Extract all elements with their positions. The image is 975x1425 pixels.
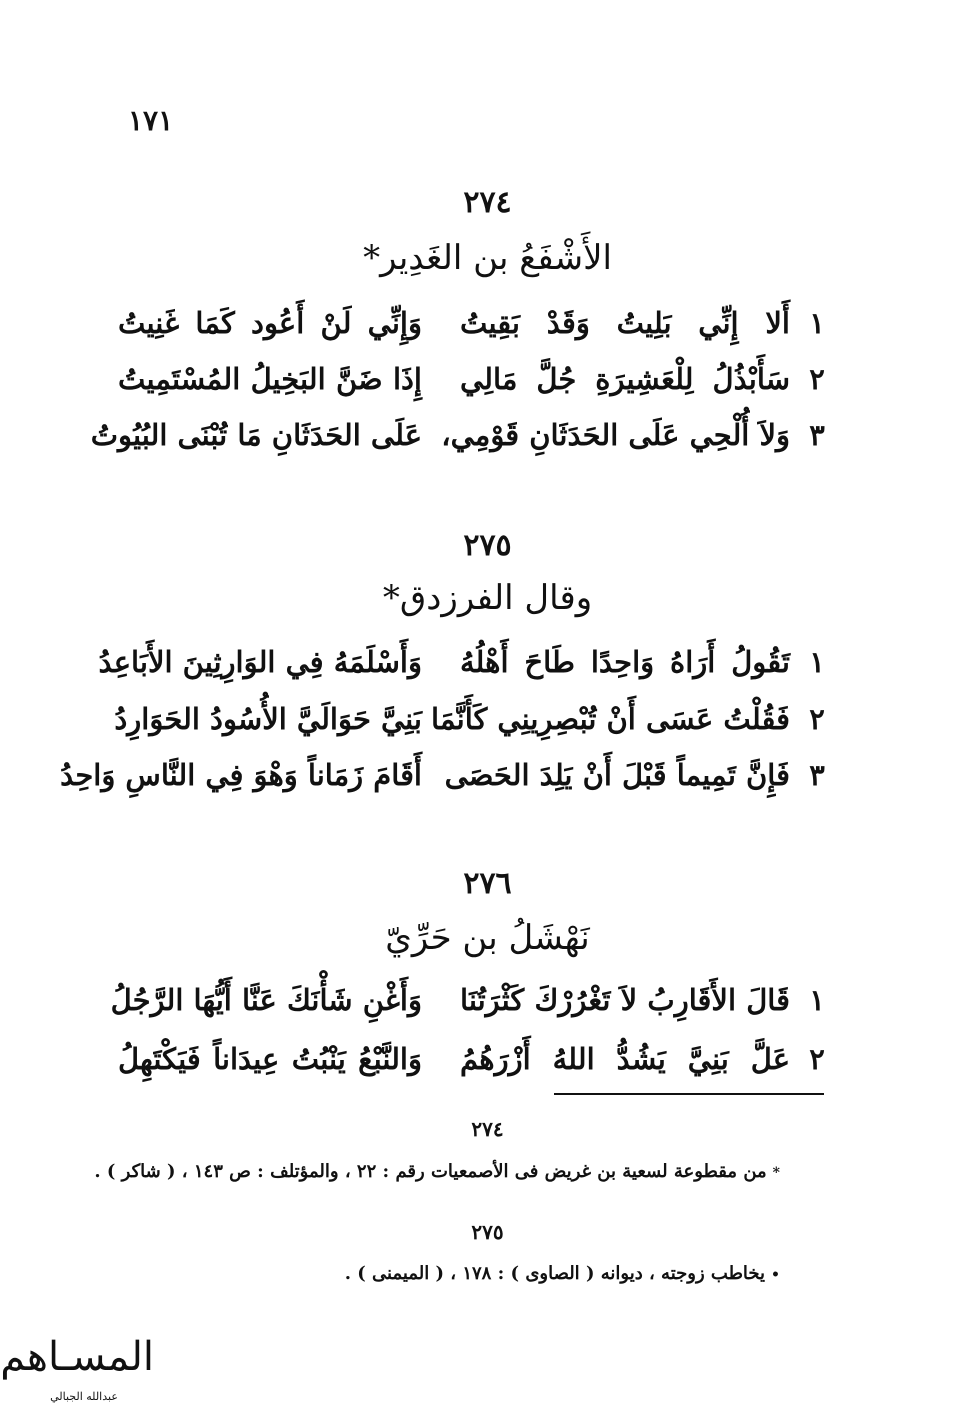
verse-number: ٢	[809, 362, 825, 396]
footnote-marker: •	[771, 1267, 780, 1283]
verse-second-hemistich: وَالنَّبْعُ يَنْبُتُ عِيدَاناً فَيَكْتَهِلُ	[118, 1042, 422, 1076]
verse	[90, 418, 830, 468]
poem-title: الأَشْفَعُ بن الغَدِير*	[363, 238, 612, 278]
poem-title: نَهْشَلُ بن حَرِّيّ	[385, 918, 590, 958]
verse	[118, 1042, 830, 1092]
verse-second-hemistich: أَقَامَ زَمَاناً وَهْوَ فِي النَّاسِ وَاحِدُ	[60, 758, 422, 792]
verse-second-hemistich: وَإِنِّي لَنْ أَعُود كَمَا غَنِيتُ	[118, 306, 422, 340]
footnote-marker: *	[772, 1165, 780, 1181]
verse-first-hemistich: قَالَ الأَقَارِبُ لاَ تَغْرُرْكَ كَثْرَتُنَا	[460, 983, 790, 1017]
verse	[60, 758, 830, 808]
verse-second-hemistich: عَلَى الحَدَثَانِ مَا تُبْنَى البُيُوتُ	[90, 418, 422, 452]
verse-number: ٣	[809, 418, 825, 452]
footnote	[120, 1263, 780, 1284]
verse-second-hemistich: وَأَسْلَمَهُ فِي الوَارِثِينَ الأَبَاعِدُ	[98, 645, 422, 679]
watermark-text: المسـاهم	[0, 1334, 154, 1380]
poem-number: ٢٧٤	[463, 185, 512, 220]
verse-second-hemistich: إِذَا ضَنَّ البَخِيلُ المُسْتَمِيتُ	[118, 362, 422, 396]
verse-number: ١	[809, 645, 825, 679]
footnote	[94, 1161, 780, 1182]
verse-number: ٣	[809, 758, 825, 792]
poem-number: ٢٧٦	[463, 866, 512, 901]
footnote-separator	[554, 1093, 824, 1095]
verse	[114, 702, 830, 752]
verse	[118, 306, 830, 356]
poem-number: ٢٧٥	[463, 528, 512, 563]
verse-number: ١	[809, 983, 825, 1017]
footnote-text: يخاطب زوجته ، ديوانه ( الصاوى ) : ١٧٨ ، ( الميمنى ) .	[344, 1263, 766, 1284]
verse-first-hemistich: عَلَّ بَنِيَّ يَشُدُّ اللهُ أَزْرَهُمُ	[460, 1042, 790, 1076]
verse-first-hemistich: سَأَبْذُلُ لِلْعَشِيرَةِ جُلَّ مَالِي	[460, 362, 790, 396]
verse-first-hemistich: فَإِنَّ تَمِيماً قَبْلَ أَنْ يَلِدَ الحَصَى	[444, 758, 790, 792]
verse-second-hemistich: بَنِيَّ حَوَالَيَّ الأُسُودُ الحَوَارِدُ	[114, 702, 422, 736]
verse	[98, 645, 830, 695]
verse-number: ٢	[809, 702, 825, 736]
footnote-number: ٢٧٤	[471, 1117, 504, 1141]
verse	[118, 362, 830, 412]
footnote-number: ٢٧٥	[471, 1220, 504, 1244]
verse	[110, 983, 830, 1033]
watermark-logo	[0, 1330, 154, 1410]
verse-second-hemistich: وَأَغْنِ شَأْنَكَ عَنَّا أَيُّهَا الرَّجُلُ	[110, 983, 422, 1017]
verse-first-hemistich: وَلاَ أُلْحِي عَلَى الحَدَثَانِ قَوْمِي،	[441, 418, 790, 452]
footnote-text: من مقطوعة لسعية بن غريض فى الأصمعيات رقم : ٢٢ ، والمؤتلف : ص ١٤٣ ، ( شاكر ) .	[94, 1161, 767, 1182]
verse-first-hemistich: تَقُولُ أَرَاهُ وَاحِدًا طَاحَ أَهْلُهُ	[460, 645, 790, 679]
verse-first-hemistich: أَلا إِنِّي بَلِيتُ وَقَدْ بَقِيتُ	[460, 306, 790, 340]
page-number: ١٧١	[128, 104, 174, 137]
poem-title: وقال الفرزدق*	[382, 578, 593, 618]
verse-first-hemistich: فَقُلْتُ عَسَى أَنْ تُبْصِرِينِي كَأَنَّمَا	[431, 702, 790, 736]
verse-number: ١	[809, 306, 825, 340]
verse-number: ٢	[809, 1042, 825, 1076]
watermark-subtext: عبدالله الجبالي	[50, 1390, 118, 1403]
